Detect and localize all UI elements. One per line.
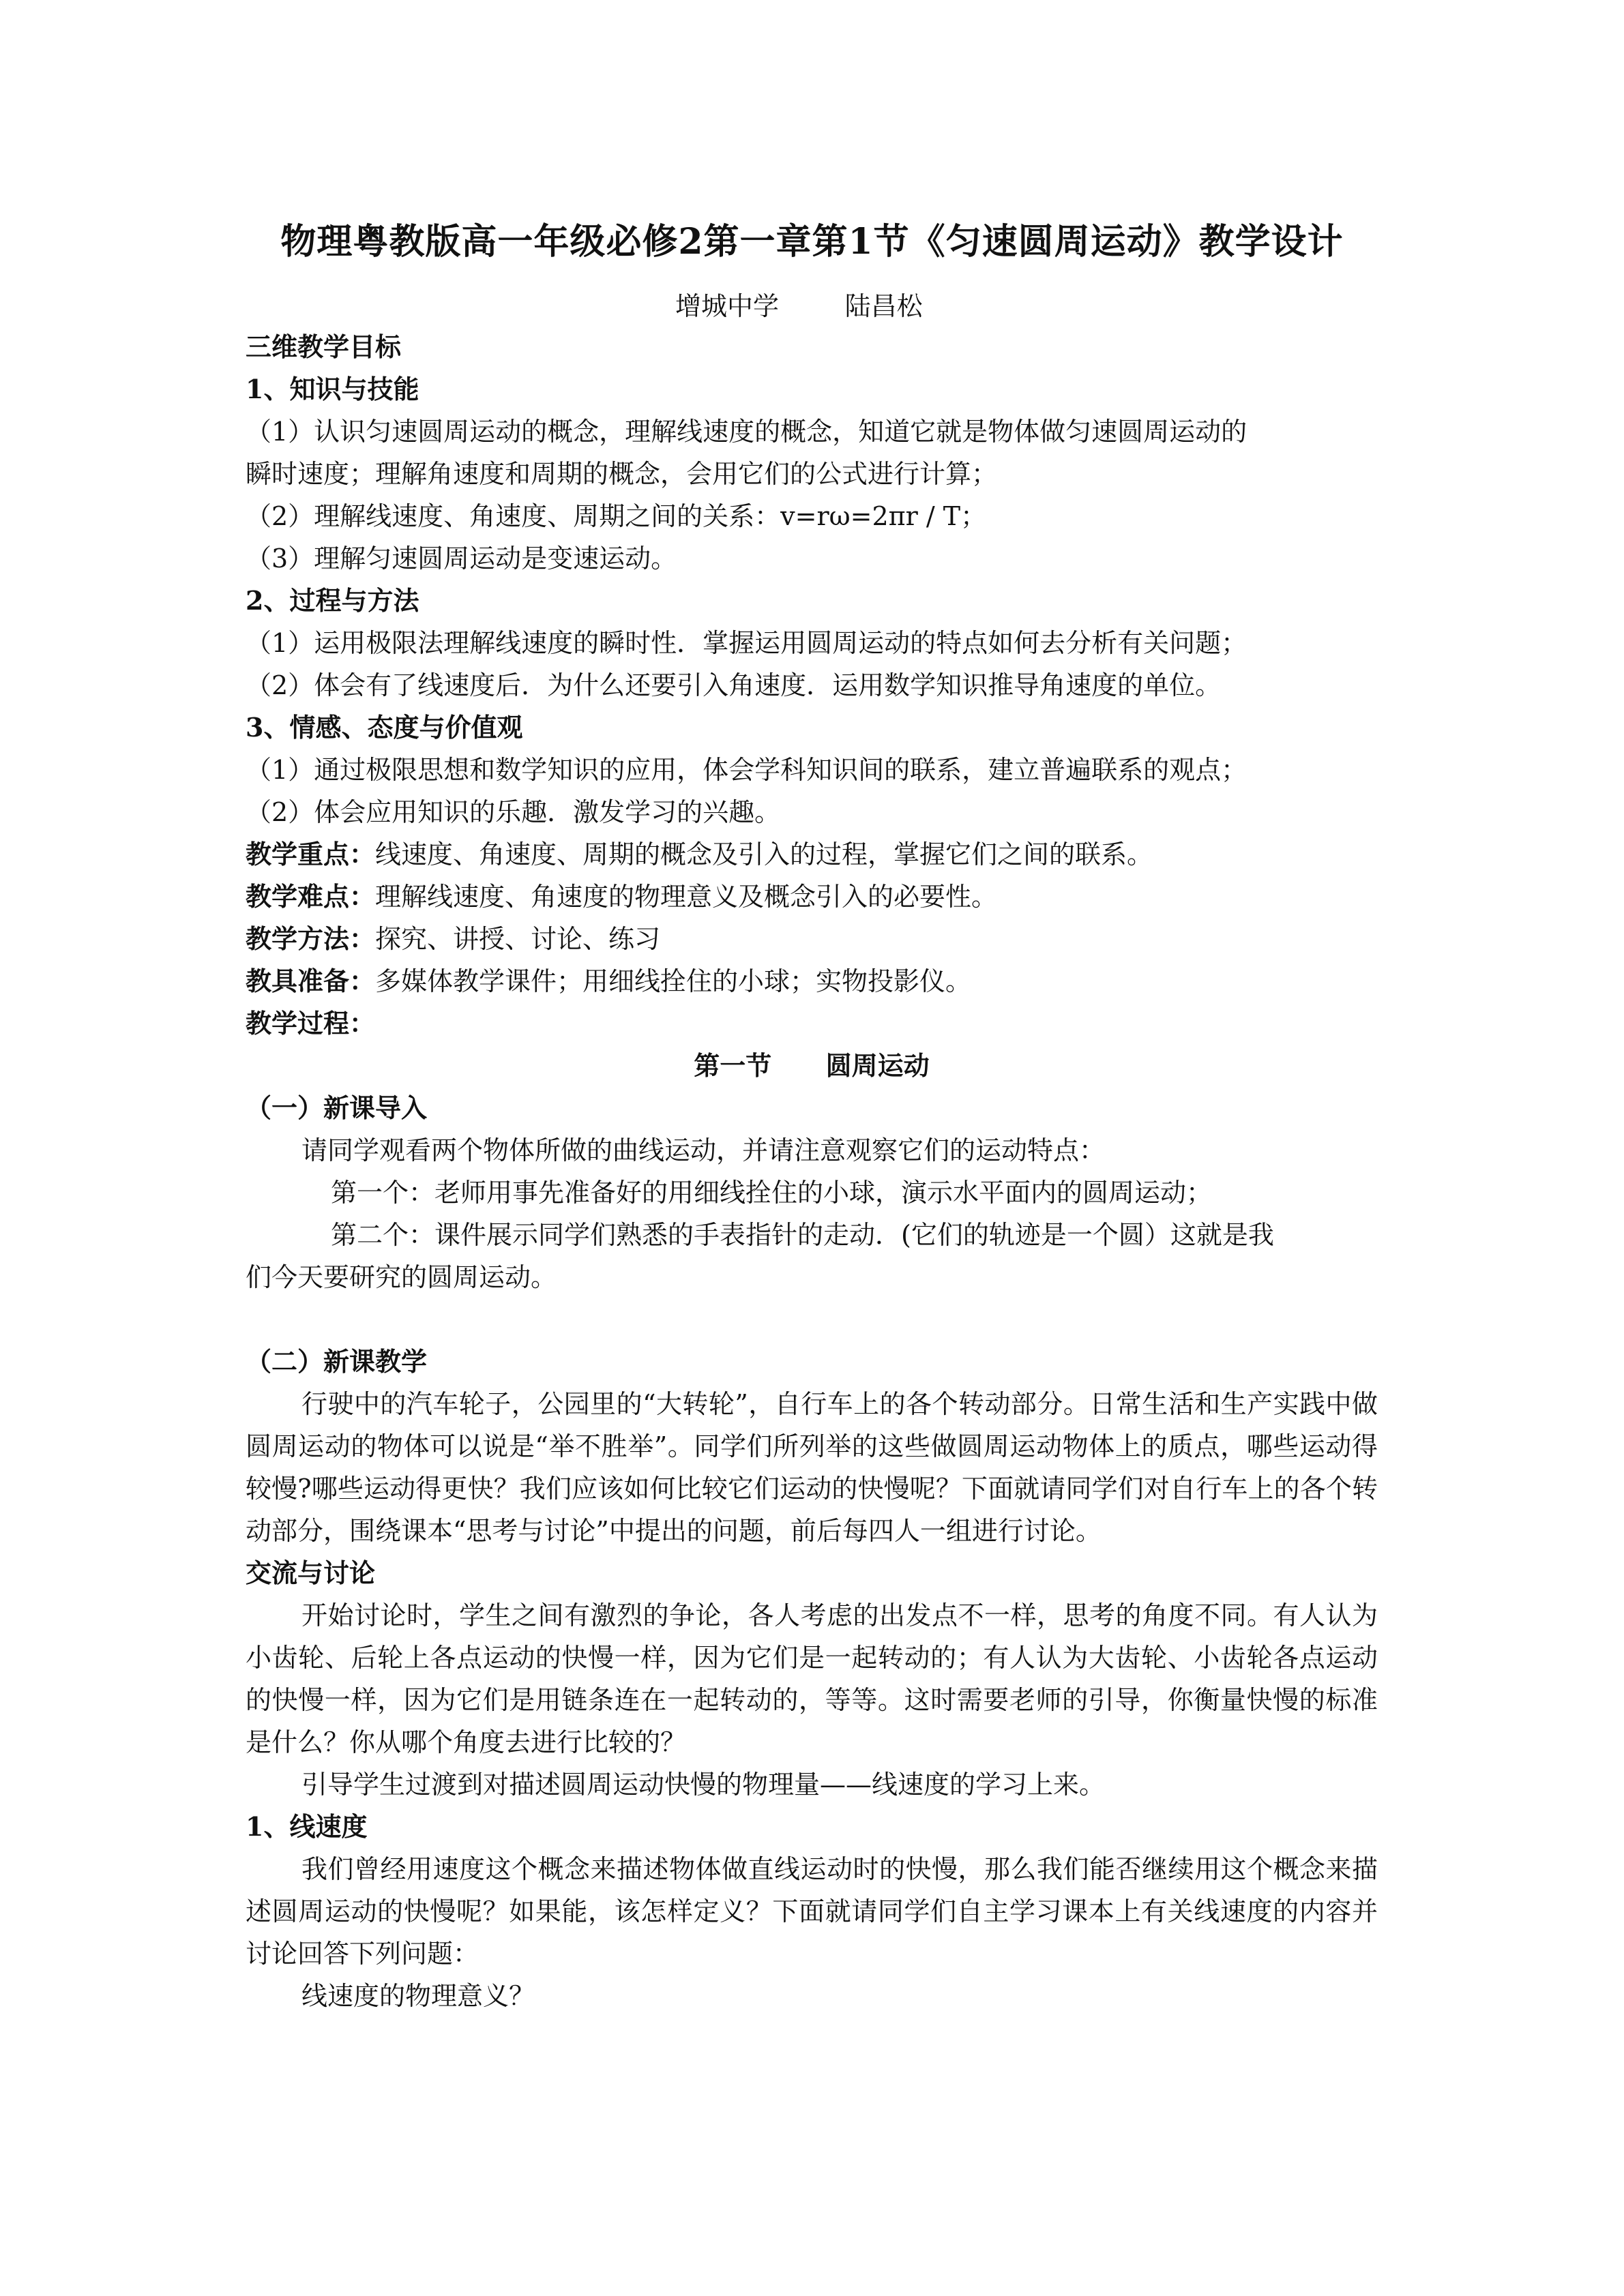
teaching-tools-label: 教具准备： (246, 966, 376, 996)
new-teaching-paragraph: 行驶中的汽车轮子，公园里的“大转轮”，自行车上的各个转动部分。日常生活和生产实践中做圆周运动的物体可以说是“举不胜举”。同学们所列举的这些做圆周运动物体上的质点，哪些运动得较慢?哪些运动得更快？我们应该如何比较它们运动的快慢呢？下面就请同学们对自行车上的各个转动部分，围绕课本“思考与讨论”中提出的问题，前后每四人一组进行讨论。 (246, 1389, 1378, 1546)
teaching-method-label: 教学方法： (246, 923, 376, 954)
attitude-values-item-2: （2）体会应用知识的乐趣．激发学习的兴趣。 (246, 797, 781, 827)
teaching-key-label: 教学重点： (246, 839, 376, 869)
process-method-item-1: （1）运用极限法理解线速度的瞬时性．掌握运用圆周运动的特点如何去分析有关问题； (246, 628, 1247, 658)
teaching-methods (246, 918, 1378, 960)
document-title: 物理粤教版高一年级必修2第一章第1节《匀速圆周运动》教学设计 (280, 221, 1344, 263)
knowledge-skills-item-1b: 瞬时速度；理解角速度和周期的概念，会用它们的公式进行计算； (246, 459, 998, 489)
goals-heading: 三维教学目标 (246, 331, 402, 362)
teaching-diff-text: 理解线速度、角速度的物理意义及概念引入的必要性。 (375, 882, 998, 912)
discussion-heading: 交流与讨论 (246, 1557, 376, 1588)
knowledge-skills-item-1a: （1）认识匀速圆周运动的概念，理解线速度的概念，知道它就是物体做匀速圆周运动的 (246, 417, 1247, 447)
intro-paragraph-1: 请同学观看两个物体所做的曲线运动，并请注意观察它们的运动特点： (301, 1135, 1106, 1165)
linear-velocity-question-1: 线速度的物理意义？ (301, 1981, 535, 2011)
teaching-key-text: 线速度、角速度、周期的概念及引入的过程，掌握它们之间的联系。 (375, 839, 1153, 869)
intro-paragraph-3a: 第二个：课件展示同学们熟悉的手表指针的走动．(它们的轨迹是一个圆）这就是我 (331, 1220, 1274, 1250)
intro-heading: （一）新课导入 (246, 1092, 428, 1123)
process-method-item-2: （2）体会有了线速度后．为什么还要引入角速度．运用数学知识推导角速度的单位。 (246, 670, 1222, 700)
attitude-values-heading: 3、情感、态度与价值观 (246, 712, 523, 743)
intro-paragraph-3b: 们今天要研究的圆周运动。 (246, 1262, 557, 1292)
discussion-paragraph-1: 开始讨论时，学生之间有激烈的争论，各人考虑的出发点不一样，思考的角度不同。有人认为小齿轮、后轮上各点运动的快慢一样，因为它们是一起转动的；有人认为大齿轮、小齿轮各点运动的快慢一样，因为它们是用链条连在一起转动的，等等。这时需要老师的引导，你衡量快慢的标准是什么？你从哪个角度去进行比较的？ (246, 1600, 1378, 1757)
linear-velocity-heading: 1、线速度 (246, 1811, 368, 1842)
process-method-heading: 2、过程与方法 (246, 585, 419, 616)
teaching-method-text: 探究、讲授、讨论、练习 (375, 924, 661, 954)
section-title: 第一节 圆周运动 (694, 1050, 930, 1081)
attitude-values-item-1: （1）通过极限思想和数学知识的应用，体会学科知识间的联系，建立普遍联系的观点； (246, 755, 1247, 785)
document-body (246, 326, 1378, 2017)
teaching-tools-text: 多媒体教学课件；用细线拴住的小球；实物投影仪。 (375, 966, 972, 996)
teaching-tools (246, 960, 1378, 1002)
teaching-key-points (246, 833, 1378, 876)
author-line: 增城中学 陆昌松 (675, 291, 923, 321)
teaching-process-label: 教学过程： (246, 1008, 376, 1039)
discussion-paragraph-2: 引导学生过渡到对描述圆周运动快慢的物理量——线速度的学习上来。 (301, 1770, 1106, 1800)
teaching-difficulties (246, 876, 1378, 918)
new-teaching-heading: （二）新课教学 (246, 1346, 428, 1377)
knowledge-skills-item-2: （2）理解线速度、角速度、周期之间的关系：v=rω=2πr / T； (246, 501, 987, 531)
knowledge-skills-item-3: （3）理解匀速圆周运动是变速运动。 (246, 543, 677, 573)
teaching-diff-label: 教学难点： (246, 881, 376, 912)
linear-velocity-paragraph: 我们曾经用速度这个概念来描述物体做直线运动时的快慢，那么我们能否继续用这个概念来描述圆周运动的快慢呢？如果能，该怎样定义？下面就请同学们自主学习课本上有关线速度的内容并讨论回答下列问题： (246, 1854, 1378, 1969)
spacer (246, 1298, 1378, 1341)
intro-paragraph-2: 第一个：老师用事先准备好的用细线拴住的小球，演示水平面内的圆周运动； (331, 1178, 1213, 1208)
knowledge-skills-heading: 1、知识与技能 (246, 374, 419, 404)
